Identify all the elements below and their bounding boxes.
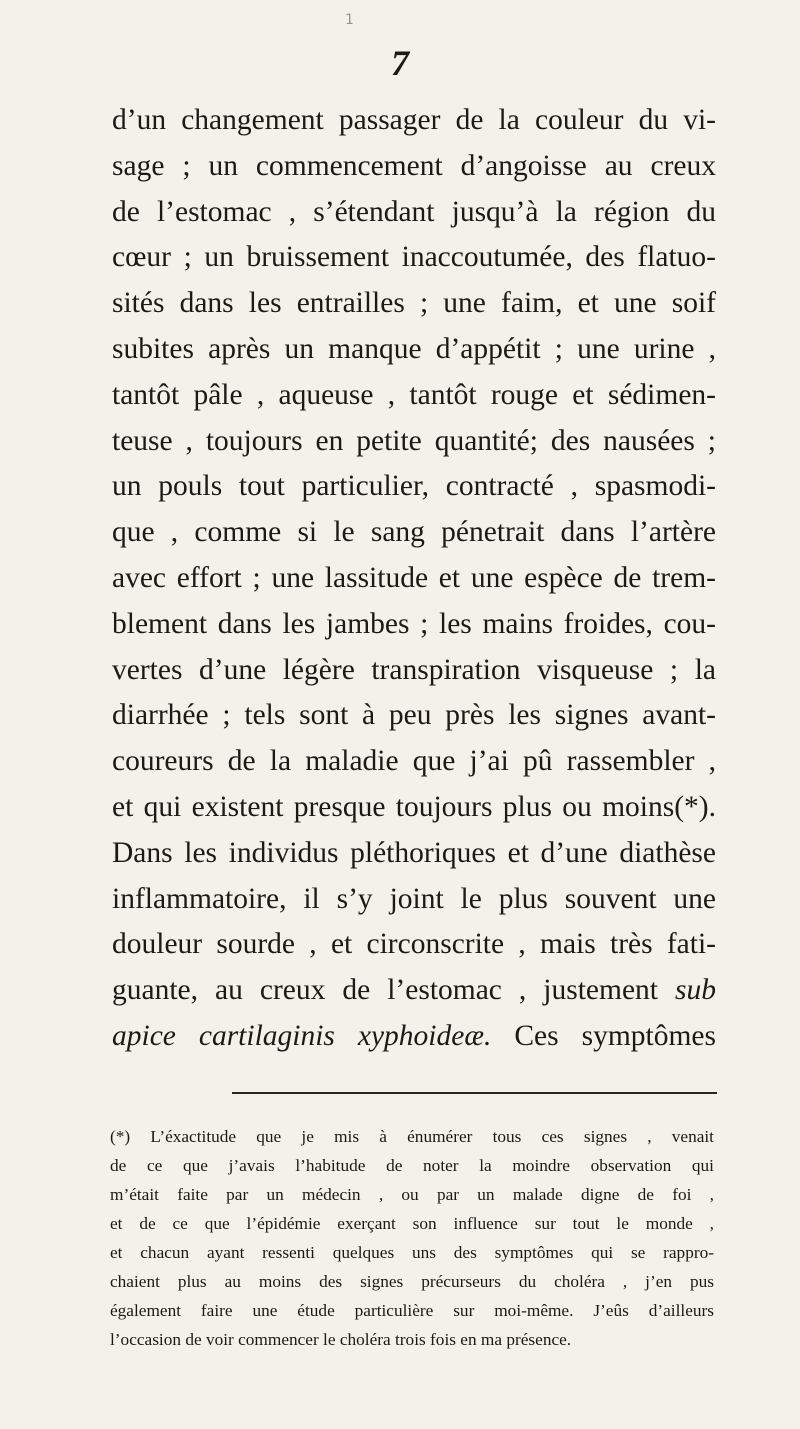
footnote-line: et de ce que l’épidémie exerçant son influence sur tout le monde , bbox=[110, 1214, 714, 1233]
text-line: diarrhée ; tels sont à peu près les signes avant- bbox=[112, 699, 716, 732]
footnote-line: également faire une étude particulière sur moi-même. J’eûs d’ailleurs bbox=[110, 1301, 714, 1320]
text-line: cœur ; un bruissement inaccoutumée, des flatuo- bbox=[112, 241, 716, 274]
footnote-line: de ce que j’avais l’habitude de noter la moindre observation qui bbox=[110, 1156, 714, 1175]
text-line: d’un changement passager de la couleur du vi- bbox=[112, 104, 716, 136]
latin-word: sub bbox=[675, 974, 716, 1007]
footnote-block bbox=[110, 1122, 714, 1354]
text-line: un pouls tout particulier, contracté , spasmodi- bbox=[112, 470, 716, 503]
text-line: inflammatoire, il s’y joint le plus souvent une bbox=[112, 882, 716, 915]
text-line: douleur sourde , et circonscrite , mais très fati- bbox=[112, 928, 716, 961]
main-text-block bbox=[112, 98, 716, 1060]
text-line: sage ; un commencement d’angoisse au creux bbox=[112, 149, 716, 182]
text-line: coureurs de la maladie que j’ai pû rassembler , bbox=[112, 745, 716, 778]
text-line: subites après un manque d’appétit ; une urine , bbox=[112, 332, 716, 365]
footnote-line: l’occasion de voir commencer le choléra trois fois en ma présence. bbox=[110, 1330, 572, 1349]
text-line: teuse , toujours en petite quantité; des nausées ; bbox=[112, 424, 716, 457]
text-line-last bbox=[112, 1014, 716, 1060]
text-line-suffix: Ces symptômes bbox=[514, 1019, 716, 1052]
footnote-divider bbox=[232, 1092, 717, 1094]
footnote-line: (*) L’éxactitude que je mis à énumérer tous ces signes , venait bbox=[110, 1127, 714, 1146]
stray-mark: 1 bbox=[345, 12, 354, 28]
text-line: tantôt pâle , aqueuse , tantôt rouge et sédimen- bbox=[112, 378, 716, 411]
text-line: Dans les individus pléthoriques et d’une diathèse bbox=[112, 836, 716, 869]
text-line: et qui existent presque toujours plus ou moins(*). bbox=[112, 790, 716, 823]
text-line-prefix: guante, au creux de l’estomac , justement bbox=[112, 974, 658, 1007]
footnote-line: m’était faite par un médecin , ou par un malade digne de foi , bbox=[110, 1185, 714, 1204]
text-line bbox=[112, 968, 716, 1014]
latin-phrase: apice cartilaginis xyphoideæ. bbox=[112, 1019, 492, 1052]
text-line: sités dans les entrailles ; une faim, et une soif bbox=[112, 287, 716, 320]
text-line: que , comme si le sang pénetrait dans l’artère bbox=[112, 516, 716, 549]
text-line: blement dans les jambes ; les mains froides, cou- bbox=[112, 607, 716, 640]
text-line: vertes d’une légère transpiration visqueuse ; la bbox=[112, 653, 716, 686]
text-line: de l’estomac , s’étendant jusqu’à la région du bbox=[112, 195, 716, 228]
footnote-line: chaient plus au moins des signes précurseurs du choléra , j’en pus bbox=[110, 1272, 714, 1291]
footnote-line: et chacun ayant ressenti quelques uns des symptômes qui se rappro- bbox=[110, 1243, 714, 1262]
page-number: 7 bbox=[391, 43, 409, 83]
text-line: avec effort ; une lassitude et une espèce de trem- bbox=[112, 561, 716, 594]
